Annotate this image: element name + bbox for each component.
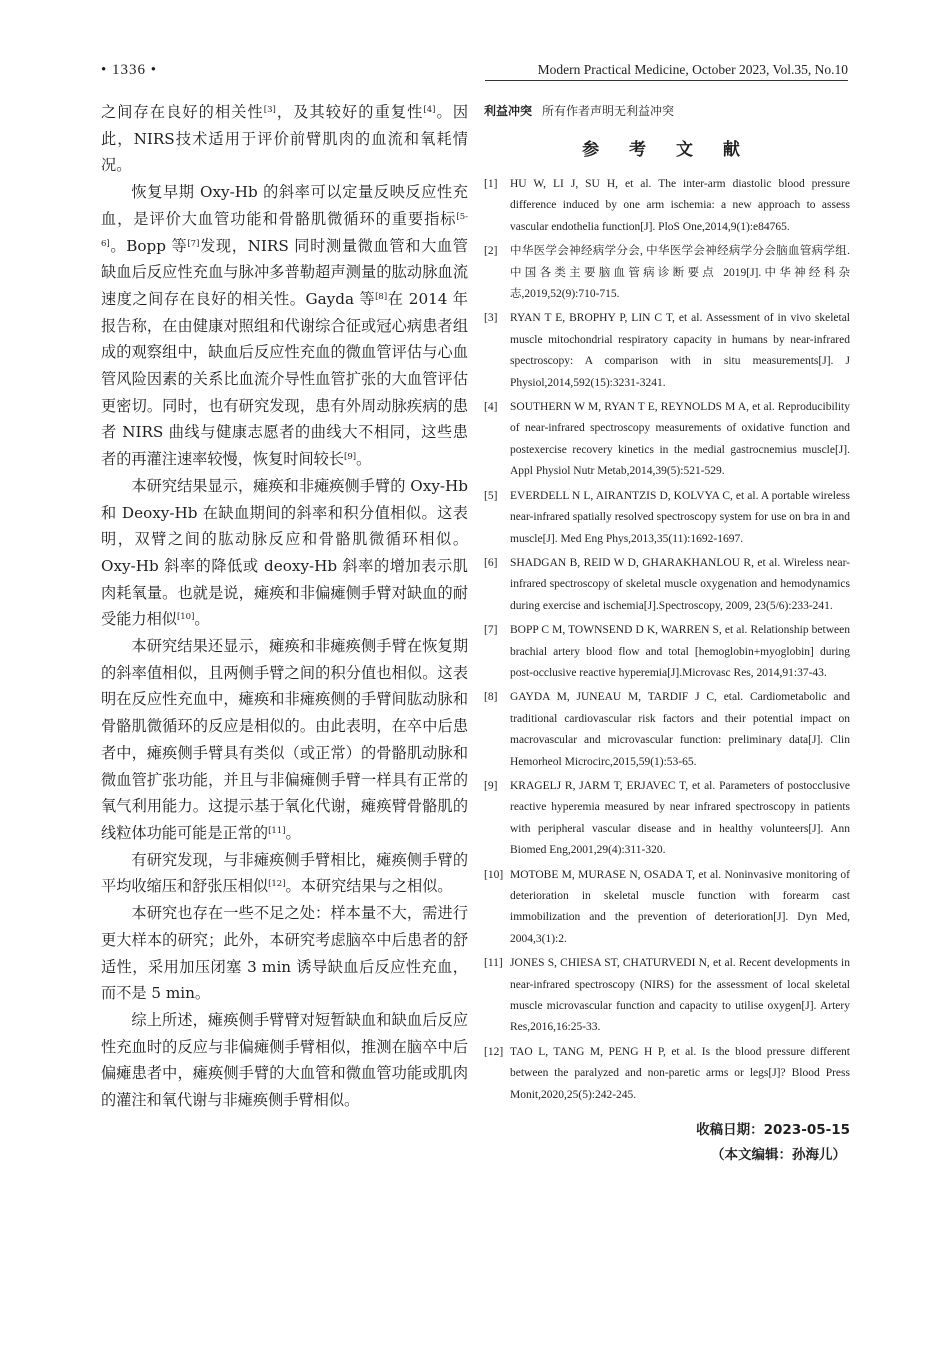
reference-number: [8] <box>484 691 498 704</box>
reference-item <box>484 953 850 1039</box>
paragraph-5: 有研究发现，与非瘫痪侧手臂相比，瘫痪侧手臂的平均收缩压和舒张压相似[12]。本研究结果与之相似。 <box>101 850 468 896</box>
citation: [3] <box>263 105 276 115</box>
reference-text: RYAN T E, BROPHY P, LIN C T, et al. Assessment of in vivo skeletal muscle mitochondrial respiratory capacity in humans by near-infrared spectroscopy: A comparison with in situ measurements[J]. J Physiol,2014,592(15):3231-3241. <box>510 312 850 389</box>
editor-credit: （本文编辑：孙海儿） <box>711 1147 846 1164</box>
paragraph-6: 本研究也存在一些不足之处：样本量不大，需进行更大样本的研究；此外，本研究考虑脑卒中后患者的舒适性，采用加压闭塞 3 min 诱导缺血后反应性充血，而不是 5 min。 <box>101 904 468 1003</box>
citation: [4] <box>423 105 436 115</box>
reference-number: [4] <box>484 401 498 414</box>
citation: [9] <box>344 452 357 463</box>
paragraph-2: 恢复早期 Oxy-Hb 的斜率可以定量反映反应性充血，是评价大血管功能和骨骼肌微循环的重要指标[5-6]。Bopp 等[7]发现，NIRS 同时测量微血管和大血管缺血后反应性充血与脉冲多普勒超声测量的肱动脉血流速度之间存在良好的相关性。Gayda 等[8]在 2014 年报告称，在由健康对照组和代谢综合征或冠心病患者组成的观察组中，缺血后反应性充血的微血管评估与心血管风险因素的关系比血流介导性血管扩张的大血管评估更密切。同时，也有研究发现，患有外周动脉疾病的患者 NIRS 曲线与健康志愿者的曲线大不相同，这些患者的再灌注速率较慢，恢复时间较长[9]。 <box>101 183 468 469</box>
reference-item <box>484 776 850 862</box>
journal-running-head: Modern Practical Medicine, October 2023, Vol.35, No.10 <box>537 62 848 77</box>
reference-number: [6] <box>484 556 498 569</box>
reference-text: SHADGAN B, REID W D, GHARAKHANLOU R, et al. Wireless near-infrared spectroscopy of skeletal muscle oxygenation and hemodynamics during exercise and ischemia[J].Spectroscopy, 2009, 23(5/6):233-241. <box>510 556 850 612</box>
reference-text: MOTOBE M, MURASE N, OSADA T, et al. Noninvasive monitoring of deterioration in skeletal muscle function with forearm cast immobilization and the prevention of deterioration[J]. Dyn Med, 2004,3(1):2. <box>510 868 850 945</box>
reference-item <box>484 397 850 483</box>
reference-item <box>484 174 850 238</box>
received-date: 收稿日期：2023-05-15 <box>696 1122 850 1139</box>
reference-number: [1] <box>484 178 498 190</box>
reference-text: JONES S, CHIESA ST, CHATURVEDI N, et al. Recent developments in near-infrared spectroscopy (NIRS) for the assessment of local skeletal muscle microvascular function and capacity to utilise oxygen[J]. Artery Res,2016,16:25-33. <box>510 957 850 1034</box>
references-column <box>484 103 850 1163</box>
reference-item <box>484 241 850 305</box>
references-heading: 参 考 文 献 <box>582 140 752 160</box>
reference-number: [2] <box>484 245 498 258</box>
reference-item <box>484 865 850 951</box>
reference-number: [12] <box>484 1045 504 1058</box>
page-number: • 1336 • <box>101 62 158 78</box>
header-divider <box>485 80 848 81</box>
reference-number: [10] <box>484 868 504 881</box>
reference-text: SOUTHERN W M, RYAN T E, REYNOLDS M A, et al. Reproducibility of near-infrared spectroscopy measurements of oxidative function and postexercise recovery kinetics in the medial gastrocnemius muscle[J]. Appl Physiol Nutr Metab,2014,39(5):521-529. <box>510 401 850 478</box>
paragraph-1: 之间存在良好的相关性[3]，及其较好的重复性[4]。因此，NIRS技术适用于评价前臂肌肉的血流和氧耗情况。 <box>101 103 469 175</box>
reference-number: [7] <box>484 624 498 637</box>
reference-text: BOPP C M, TOWNSEND D K, WARREN S, et al. Relationship between brachial artery blood flow and total [hemoglobin+myoglobin] during post-occlusive reactive hyperemia[J].Microvasc Res, 2014,91:37-43. <box>510 624 850 679</box>
reference-number: [11] <box>484 957 503 970</box>
reference-text: EVERDELL N L, AIRANTZIS D, KOLVYA C, et al. A portable wireless near-infrared spatially resolved spectroscopy system for use on bra in and muscle[J]. Med Eng Phys,2013,35(11):1692-1697. <box>510 489 850 545</box>
citation: [11] <box>268 825 286 836</box>
reference-text: GAYDA M, JUNEAU M, TARDIF J C, etal. Cardiometabolic and traditional cardiovascular risk factors and their potential impact on macrovascular and microvascular function: preliminary data[J]. Clin Hemorheol Microcirc,2015,59(1):53-65. <box>510 691 850 768</box>
citation: [5-6] <box>101 211 468 249</box>
citation: [8] <box>375 291 388 302</box>
paragraph-7: 综上所述，瘫痪侧手臂臂对短暂缺血和缺血后反应性充血时的反应与非偏瘫侧手臂相似，推测在脑卒中后偏瘫患者中，瘫痪侧手臂的大血管和微血管功能或肌肉的灌注和氧代谢与非瘫痪侧手臂相似。 <box>101 1010 468 1110</box>
reference-list <box>484 174 850 1106</box>
reference-number: [3] <box>484 312 498 325</box>
reference-item <box>484 1042 850 1106</box>
reference-text: TAO L, TANG M, PENG H P, et al. Is the blood pressure different between the paralyzed and non-paretic arms or legs[J]? Blood Press Monit,2020,25(5):242-245. <box>510 1045 850 1101</box>
reference-item <box>484 687 850 773</box>
body-text-column <box>101 99 468 1114</box>
reference-item <box>484 308 850 394</box>
reference-text: KRAGELJ R, JARM T, ERJAVEC T, et al. Parameters of postocclusive reactive hyperemia measured by near infrared spectroscopy in patients with peripheral vascular disease and in healthy volunteers[J]. Ann Biomed Eng,2001,29(4):311-320. <box>510 779 850 857</box>
paragraph-3: 本研究结果显示，瘫痪和非瘫痪侧手臂的 Oxy-Hb 和 Deoxy-Hb 在缺血期间的斜率和积分值相似。这表明，双臂之间的肱动脉反应和骨骼肌微循环相似。Oxy-Hb 斜率的降低或 deoxy-Hb 斜率的增加表示肌肉耗氧量。也就是说，瘫痪和非偏瘫侧手臂对缺血的耐受能力相似[10]。 <box>101 476 468 629</box>
reference-text: 中华医学会神经病学分会, 中华医学会神经病学分会脑血管病学组.中国各类主要脑血管病诊断要点 2019[J].中华神经科杂志,2019,52(9):710-715. <box>510 245 850 301</box>
reference-number: [9] <box>484 779 498 792</box>
conflict-of-interest: 利益冲突 所有作者声明无利益冲突 <box>484 104 675 118</box>
reference-text: HU W, LI J, SU H, et al. The inter-arm diastolic blood pressure difference induced by one arm ischemia: a new approach to assess vascular endothelia function[J]. PloS One,2014,9(1):e84765. <box>510 178 850 233</box>
reference-number: [5] <box>484 489 498 502</box>
reference-item <box>484 486 850 550</box>
citation: [7] <box>187 238 200 249</box>
paragraph-4: 本研究结果还显示，瘫痪和非瘫痪侧手臂在恢复期的斜率值相似，且两侧手臂之间的积分值也相似。这表明在反应性充血中，瘫痪和非瘫痪侧的手臂间肱动脉和骨骼肌微循环的反应是相似的。由此表明，在卒中后患者中，瘫痪侧手臂具有类似（或正常）的骨骼肌动脉和微血管扩张功能，并且与非偏瘫侧手臂一样具有正常的氧气利用能力。这提示基于氧化代谢，瘫痪臂骨骼肌的线粒体功能可能是正常的[11]。 <box>101 637 468 842</box>
citation: [12] <box>268 879 286 890</box>
citation: [10] <box>176 612 195 623</box>
reference-item <box>484 620 850 684</box>
reference-item <box>484 553 850 617</box>
